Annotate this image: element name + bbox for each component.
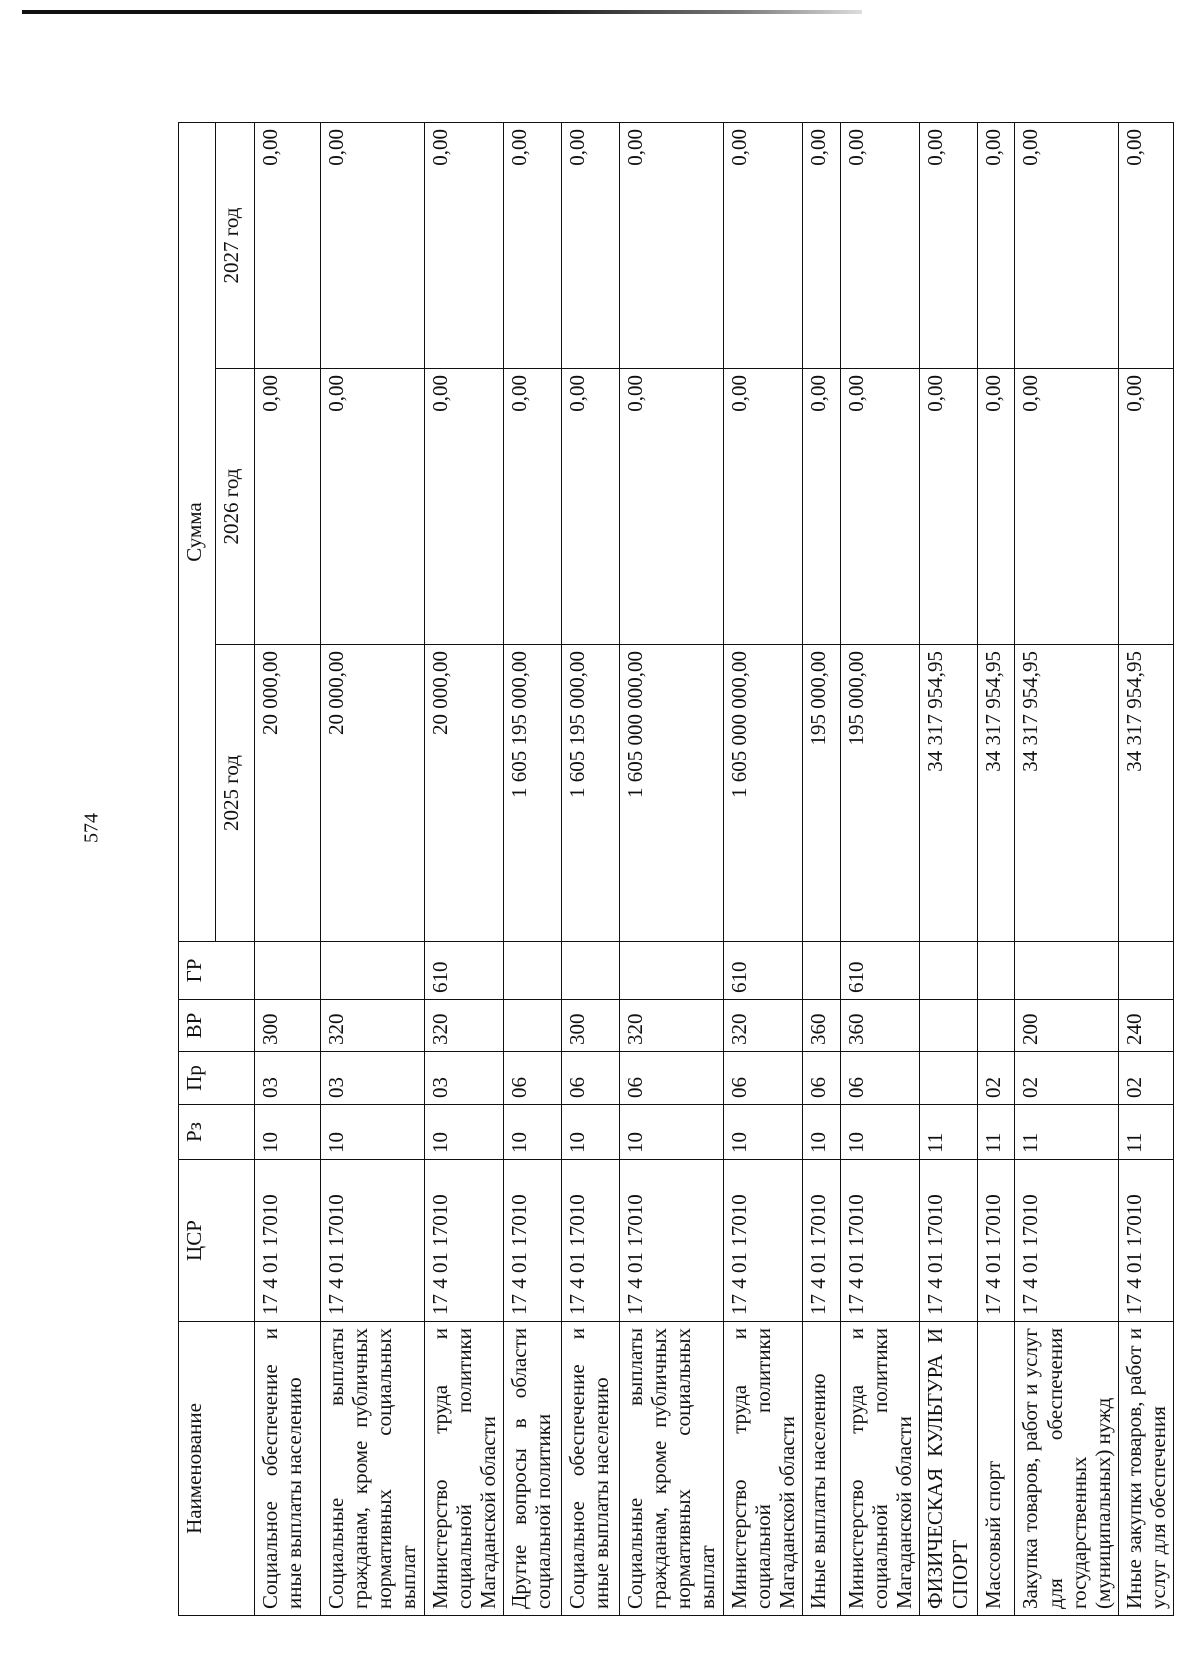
row-sum-2026-cell: 0,00 <box>619 369 723 645</box>
row-rz-cell: 10 <box>321 1105 425 1160</box>
row-sum-2025-cell: 34 317 954,95 <box>1118 645 1173 942</box>
row-vr-cell <box>978 1000 1015 1052</box>
row-vr-cell <box>920 1000 978 1052</box>
page-number: 574 <box>80 813 103 843</box>
row-csr-cell: 17 4 01 17010 <box>503 1160 561 1322</box>
budget-table <box>178 122 1174 1616</box>
row-name-cell: Иные закупки товаров, работ и услуг для обеспечения <box>1118 1322 1173 1616</box>
row-csr-cell: 17 4 01 17010 <box>424 1160 503 1322</box>
row-sum-2026-cell: 0,00 <box>840 369 919 645</box>
row-csr-cell: 17 4 01 17010 <box>255 1160 321 1322</box>
row-sum-2025-cell: 34 317 954,95 <box>978 645 1015 942</box>
row-csr-cell: 17 4 01 17010 <box>321 1160 425 1322</box>
row-sum-2026-cell: 0,00 <box>723 369 802 645</box>
row-sum-2027-cell: 0,00 <box>1118 123 1173 369</box>
table-row <box>503 123 561 1616</box>
row-sum-2027-cell: 0,00 <box>255 123 321 369</box>
row-name-cell: Социальные выплаты гражданам, кроме публичных нормативных социальных выплат <box>321 1322 425 1616</box>
row-vr-cell: 240 <box>1118 1000 1173 1052</box>
row-sum-2027-cell: 0,00 <box>561 123 619 369</box>
row-name-cell: Министерство труда и социальной политики Магаданской области <box>840 1322 919 1616</box>
row-pr-cell: 02 <box>1118 1052 1173 1105</box>
table-row <box>1015 123 1119 1616</box>
row-csr-cell: 17 4 01 17010 <box>1015 1160 1119 1322</box>
row-sum-2026-cell: 0,00 <box>920 369 978 645</box>
row-rz-cell: 11 <box>920 1105 978 1160</box>
row-sum-2026-cell: 0,00 <box>1118 369 1173 645</box>
row-gr-cell <box>1118 942 1173 1000</box>
row-name-cell: Социальное обеспечение и иные выплаты населению <box>561 1322 619 1616</box>
row-vr-cell <box>503 1000 561 1052</box>
row-sum-2027-cell: 0,00 <box>802 123 840 369</box>
row-pr-cell: 06 <box>723 1052 802 1105</box>
rotated-table-container <box>178 123 1171 1616</box>
header-year-2025: 2025 год <box>216 645 255 942</box>
row-gr-cell <box>978 942 1015 1000</box>
row-rz-cell: 11 <box>1118 1105 1173 1160</box>
row-rz-cell: 10 <box>561 1105 619 1160</box>
row-sum-2026-cell: 0,00 <box>424 369 503 645</box>
header-rz: Рз <box>179 1105 255 1160</box>
row-gr-cell <box>255 942 321 1000</box>
row-csr-cell: 17 4 01 17010 <box>561 1160 619 1322</box>
row-name-cell: Социальное обеспечение и иные выплаты населению <box>255 1322 321 1616</box>
row-sum-2025-cell: 195 000,00 <box>802 645 840 942</box>
row-sum-2026-cell: 0,00 <box>1015 369 1119 645</box>
row-pr-cell: 06 <box>503 1052 561 1105</box>
row-sum-2025-cell: 1 605 000 000,00 <box>619 645 723 942</box>
header-name: Наименование <box>179 1322 255 1616</box>
table-row <box>920 123 978 1616</box>
header-sum: Сумма <box>179 123 216 942</box>
row-gr-cell <box>920 942 978 1000</box>
row-pr-cell: 06 <box>802 1052 840 1105</box>
row-rz-cell: 10 <box>503 1105 561 1160</box>
row-sum-2025-cell: 34 317 954,95 <box>920 645 978 942</box>
row-csr-cell: 17 4 01 17010 <box>802 1160 840 1322</box>
row-rz-cell: 10 <box>619 1105 723 1160</box>
row-name-cell: Массовый спорт <box>978 1322 1015 1616</box>
row-gr-cell <box>802 942 840 1000</box>
row-gr-cell <box>321 942 425 1000</box>
row-rz-cell: 11 <box>978 1105 1015 1160</box>
row-sum-2025-cell: 20 000,00 <box>424 645 503 942</box>
row-name-cell: Социальные выплаты гражданам, кроме публичных нормативных социальных выплат <box>619 1322 723 1616</box>
row-sum-2027-cell: 0,00 <box>840 123 919 369</box>
row-sum-2027-cell: 0,00 <box>619 123 723 369</box>
row-csr-cell: 17 4 01 17010 <box>978 1160 1015 1322</box>
header-year-2026: 2026 год <box>216 369 255 645</box>
row-csr-cell: 17 4 01 17010 <box>723 1160 802 1322</box>
row-name-cell: ФИЗИЧЕСКАЯ КУЛЬТУРА И СПОРТ <box>920 1322 978 1616</box>
table-row <box>619 123 723 1616</box>
table-row <box>978 123 1015 1616</box>
row-vr-cell: 320 <box>321 1000 425 1052</box>
row-vr-cell: 200 <box>1015 1000 1119 1052</box>
header-pr: Пр <box>179 1052 255 1105</box>
row-sum-2027-cell: 0,00 <box>723 123 802 369</box>
row-gr-cell <box>1015 942 1119 1000</box>
row-sum-2026-cell: 0,00 <box>561 369 619 645</box>
row-sum-2027-cell: 0,00 <box>920 123 978 369</box>
row-vr-cell: 360 <box>802 1000 840 1052</box>
row-sum-2025-cell: 195 000,00 <box>840 645 919 942</box>
row-rz-cell: 10 <box>255 1105 321 1160</box>
row-name-cell: Министерство труда и социальной политики Магаданской области <box>424 1322 503 1616</box>
header-year-2027: 2027 год <box>216 123 255 369</box>
row-vr-cell: 320 <box>424 1000 503 1052</box>
table-row <box>255 123 321 1616</box>
row-pr-cell <box>920 1052 978 1105</box>
row-name-cell: Закупка товаров, работ и услуг для обеспечения государственных (муниципальных) нужд <box>1015 1322 1119 1616</box>
table-row <box>321 123 425 1616</box>
header-vr: ВР <box>179 1000 255 1052</box>
row-vr-cell: 300 <box>561 1000 619 1052</box>
row-gr-cell: 610 <box>840 942 919 1000</box>
row-pr-cell: 03 <box>321 1052 425 1105</box>
row-sum-2025-cell: 20 000,00 <box>255 645 321 942</box>
row-csr-cell: 17 4 01 17010 <box>619 1160 723 1322</box>
row-pr-cell: 06 <box>561 1052 619 1105</box>
row-vr-cell: 300 <box>255 1000 321 1052</box>
row-sum-2027-cell: 0,00 <box>424 123 503 369</box>
table-row <box>723 123 802 1616</box>
row-sum-2026-cell: 0,00 <box>321 369 425 645</box>
row-sum-2025-cell: 20 000,00 <box>321 645 425 942</box>
row-pr-cell: 06 <box>840 1052 919 1105</box>
row-sum-2025-cell: 1 605 195 000,00 <box>503 645 561 942</box>
row-name-cell: Министерство труда и социальной политики Магаданской области <box>723 1322 802 1616</box>
row-rz-cell: 10 <box>802 1105 840 1160</box>
row-csr-cell: 17 4 01 17010 <box>1118 1160 1173 1322</box>
table-body <box>255 123 1174 1616</box>
row-sum-2025-cell: 34 317 954,95 <box>1015 645 1119 942</box>
row-gr-cell <box>503 942 561 1000</box>
row-vr-cell: 320 <box>723 1000 802 1052</box>
row-sum-2027-cell: 0,00 <box>321 123 425 369</box>
row-gr-cell: 610 <box>723 942 802 1000</box>
row-pr-cell: 03 <box>424 1052 503 1105</box>
row-vr-cell: 320 <box>619 1000 723 1052</box>
row-sum-2027-cell: 0,00 <box>978 123 1015 369</box>
row-csr-cell: 17 4 01 17010 <box>840 1160 919 1322</box>
table-row <box>802 123 840 1616</box>
header-csr: ЦСР <box>179 1160 255 1322</box>
table-row <box>840 123 919 1616</box>
row-rz-cell: 10 <box>840 1105 919 1160</box>
header-gr: ГР <box>179 942 255 1000</box>
row-pr-cell: 02 <box>978 1052 1015 1105</box>
row-sum-2026-cell: 0,00 <box>255 369 321 645</box>
row-gr-cell <box>561 942 619 1000</box>
row-rz-cell: 11 <box>1015 1105 1119 1160</box>
row-sum-2026-cell: 0,00 <box>802 369 840 645</box>
row-gr-cell: 610 <box>424 942 503 1000</box>
table-row <box>1118 123 1173 1616</box>
row-name-cell: Иные выплаты населению <box>802 1322 840 1616</box>
row-sum-2027-cell: 0,00 <box>503 123 561 369</box>
row-rz-cell: 10 <box>424 1105 503 1160</box>
table-row <box>424 123 503 1616</box>
row-gr-cell <box>619 942 723 1000</box>
row-rz-cell: 10 <box>723 1105 802 1160</box>
row-sum-2027-cell: 0,00 <box>1015 123 1119 369</box>
row-vr-cell: 360 <box>840 1000 919 1052</box>
row-sum-2025-cell: 1 605 195 000,00 <box>561 645 619 942</box>
row-sum-2026-cell: 0,00 <box>978 369 1015 645</box>
table-row <box>561 123 619 1616</box>
row-pr-cell: 06 <box>619 1052 723 1105</box>
row-pr-cell: 03 <box>255 1052 321 1105</box>
row-sum-2026-cell: 0,00 <box>503 369 561 645</box>
row-sum-2025-cell: 1 605 000 000,00 <box>723 645 802 942</box>
row-csr-cell: 17 4 01 17010 <box>920 1160 978 1322</box>
row-pr-cell: 02 <box>1015 1052 1119 1105</box>
row-name-cell: Другие вопросы в области социальной политики <box>503 1322 561 1616</box>
